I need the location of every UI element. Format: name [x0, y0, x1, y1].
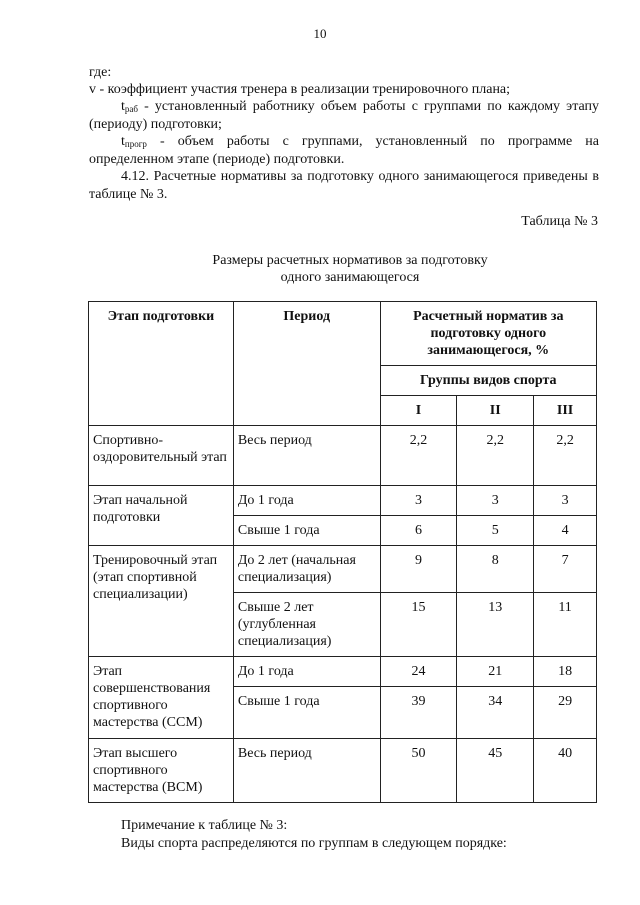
- value-group-3: 29: [534, 687, 597, 739]
- header-group-2: II: [457, 396, 534, 426]
- value-group-1: 6: [380, 516, 457, 546]
- table-row: [89, 426, 597, 486]
- value-group-1: 9: [380, 546, 457, 593]
- stage-cell: Этап высшего спортивного мастерства (ВСМ): [89, 739, 234, 803]
- stage-cell: Тренировочный этап (этап спортивной специализации): [89, 546, 234, 657]
- value-group-3: 4: [534, 516, 597, 546]
- table-title-line1: Размеры расчетных нормативов за подготовку: [212, 253, 488, 268]
- period-cell: До 2 лет (начальная специализация): [233, 546, 380, 593]
- value-group-2: 21: [457, 657, 534, 687]
- period-cell: Свыше 1 года: [233, 687, 380, 739]
- value-group-3: 40: [534, 739, 597, 803]
- t-rab-definition: [89, 98, 599, 133]
- value-group-2: 45: [457, 739, 534, 803]
- stage-cell: Этап начальной подготовки: [89, 486, 234, 546]
- norms-table: [88, 301, 597, 803]
- stage-cell: Спортивно-оздоровительный этап: [89, 426, 234, 486]
- where-label: где:: [89, 65, 112, 80]
- t-rab-subscript: раб: [124, 104, 138, 114]
- value-group-3: 11: [534, 593, 597, 657]
- value-group-2: 2,2: [457, 426, 534, 486]
- period-cell: Весь период: [233, 426, 380, 486]
- period-cell: Свыше 2 лет (углубленная специализация): [233, 593, 380, 657]
- table-label: Таблица № 3: [521, 214, 598, 229]
- note-title: Примечание к таблице № 3:: [121, 818, 288, 833]
- value-group-1: 50: [380, 739, 457, 803]
- stage-cell: Этап совершенствования спортивного мастерства (ССМ): [89, 657, 234, 739]
- table-row: [89, 657, 597, 687]
- period-cell: Весь период: [233, 739, 380, 803]
- period-cell: Свыше 1 года: [233, 516, 380, 546]
- t-rab-text: - установленный работнику объем работы с группами по каждому этапу (периоду) подготовки;: [89, 99, 599, 132]
- table-title: [150, 252, 550, 286]
- table-header-row: [89, 302, 597, 366]
- value-group-3: 2,2: [534, 426, 597, 486]
- table-row: [89, 546, 597, 593]
- note-text: Виды спорта распределяются по группам в следующем порядке:: [121, 836, 507, 851]
- period-cell: До 1 года: [233, 657, 380, 687]
- t-rab-symbol: t: [121, 99, 125, 114]
- header-norm: Расчетный норматив за подготовку одного занимающегося, %: [380, 302, 596, 366]
- header-group-1: I: [380, 396, 457, 426]
- page-number: 10: [313, 26, 327, 41]
- header-groups: Группы видов спорта: [380, 366, 596, 396]
- value-group-1: 24: [380, 657, 457, 687]
- value-group-3: 3: [534, 486, 597, 516]
- value-group-1: 3: [380, 486, 457, 516]
- value-group-2: 13: [457, 593, 534, 657]
- value-group-2: 3: [457, 486, 534, 516]
- header-period: Период: [233, 302, 380, 426]
- value-group-1: 2,2: [380, 426, 457, 486]
- value-group-1: 39: [380, 687, 457, 739]
- value-group-1: 15: [380, 593, 457, 657]
- t-progr-definition: [89, 133, 599, 168]
- paragraph-4-12: 4.12. Расчетные нормативы за подготовку одного занимающегося приведены в таблице № 3.: [89, 169, 599, 202]
- table-title-line2: одного занимающегося: [280, 270, 420, 285]
- value-group-3: 18: [534, 657, 597, 687]
- header-stage: Этап подготовки: [89, 302, 234, 426]
- t-progr-subscript: прогр: [124, 139, 147, 149]
- t-progr-symbol: t: [121, 134, 125, 149]
- value-group-3: 7: [534, 546, 597, 593]
- v-definition: v - коэффициент участия тренера в реализации тренировочного плана;: [89, 82, 511, 97]
- table-row: [89, 739, 597, 803]
- table-row: [89, 486, 597, 516]
- value-group-2: 8: [457, 546, 534, 593]
- value-group-2: 34: [457, 687, 534, 739]
- t-progr-text: - объем работы с группами, установленный по программе на определенном этапе (периоде) подготовки.: [89, 134, 599, 167]
- period-cell: До 1 года: [233, 486, 380, 516]
- value-group-2: 5: [457, 516, 534, 546]
- header-group-3: III: [534, 396, 597, 426]
